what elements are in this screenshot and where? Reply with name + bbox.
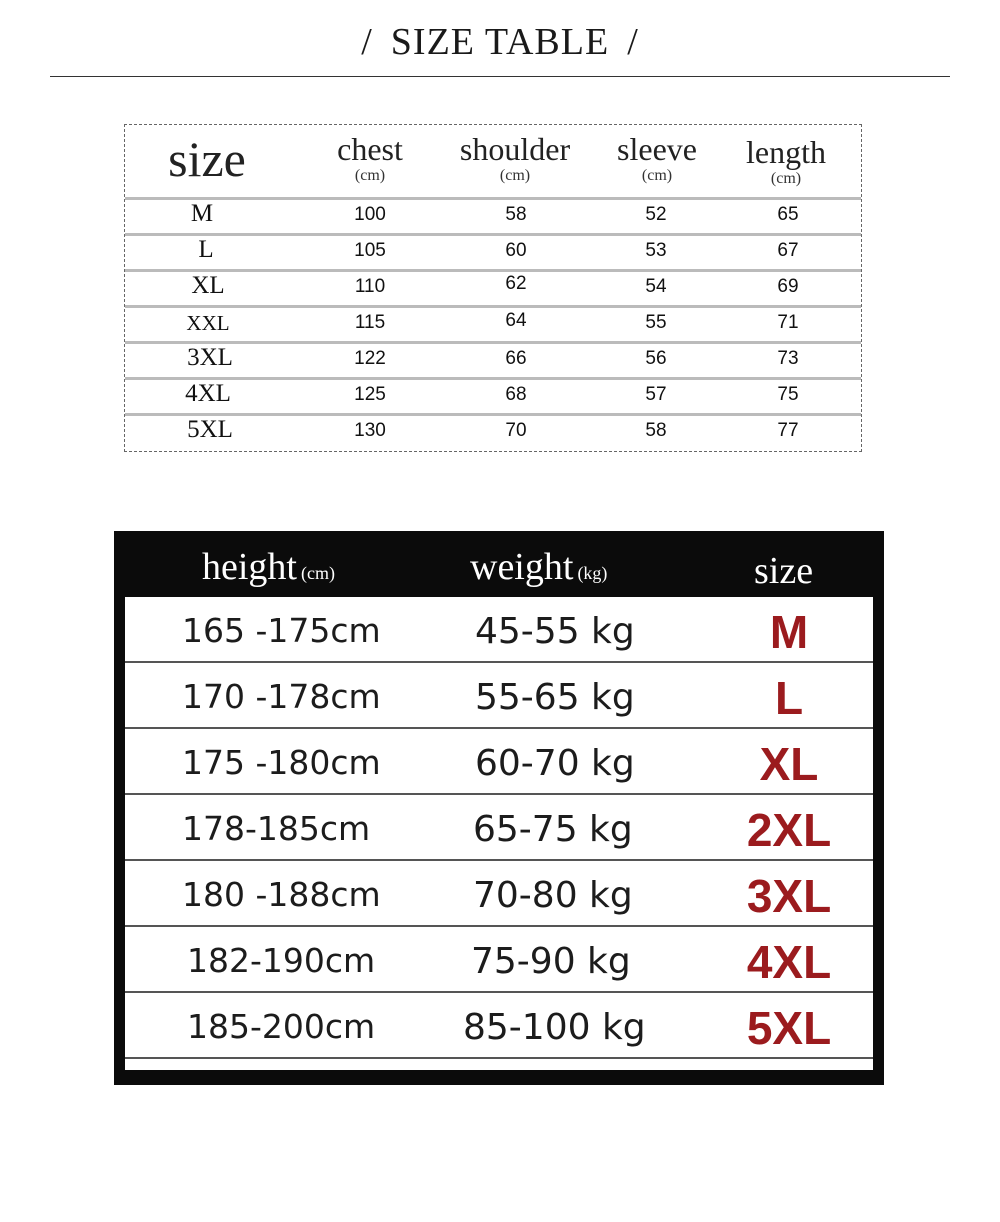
weight-cell: 75-90 kg [471,941,631,982]
shoulder-cell: 70 [505,420,527,441]
size-cell: 5XL [746,1002,832,1054]
size-row [125,197,861,233]
weight-cell: 60-70 kg [475,743,635,784]
header-shoulder-label: shoulder [459,131,571,167]
sleeve-cell: 52 [645,204,667,225]
header-shoulder-unit: (cm) [499,167,531,184]
length-cell: 77 [777,420,799,441]
height-cell: 170 -178cm [182,677,381,716]
size-cell: XL [191,272,225,299]
header-length-unit: (cm) [770,170,802,187]
height-cell: 178-185cm [182,809,371,848]
shoulder-cell: 64 [505,310,527,331]
size-table [124,124,862,452]
sleeve-cell: 55 [645,312,667,333]
size-row [125,377,861,413]
hw-table-header [114,531,884,597]
weight-cell: 65-75 kg [473,809,633,850]
weight-cell: 45-55 kg [475,611,635,652]
shoulder-cell: 62 [505,273,527,294]
size-row [125,413,861,451]
chest-cell: 105 [354,240,386,261]
header-height [202,545,335,589]
header-height-label: height [202,546,297,588]
header-size-label: size [754,550,814,592]
size-table-header [125,125,861,197]
page-title [0,20,1000,64]
size-cell: 4XL [185,380,231,407]
chest-cell: 130 [354,420,386,441]
size-cell: 4XL [746,936,832,988]
size-cell: XL [759,738,819,790]
shoulder-cell: 58 [505,204,527,225]
title-text: SIZE TABLE [390,21,610,63]
height-cell: 165 -175cm [182,611,381,650]
hw-row [125,861,873,927]
chest-cell: 122 [354,348,386,369]
header-size [754,549,813,593]
sleeve-cell: 54 [645,276,667,297]
sleeve-cell: 56 [645,348,667,369]
header-length-label: length [746,134,826,170]
sleeve-cell: 58 [645,420,667,441]
size-cell: M [190,200,214,227]
size-row [125,269,861,305]
hw-table-body [125,597,873,1070]
length-cell: 71 [777,312,799,333]
size-cell: 5XL [187,416,233,443]
chest-cell: 125 [354,384,386,405]
size-cell: M [769,606,809,658]
length-cell: 69 [777,276,799,297]
header-chest-unit: (cm) [354,167,386,184]
size-row [125,341,861,377]
chest-cell: 110 [354,276,386,297]
header-length [731,125,841,188]
header-weight [470,545,607,589]
height-cell: 180 -188cm [182,875,381,914]
weight-cell: 85-100 kg [463,1007,646,1048]
length-cell: 73 [777,348,799,369]
shoulder-cell: 66 [505,348,527,369]
length-cell: 75 [777,384,799,405]
height-weight-table [114,531,884,1085]
sleeve-cell: 57 [645,384,667,405]
size-cell: 3XL [187,344,233,371]
height-cell: 175 -180cm [182,743,381,782]
header-size [145,125,269,187]
hw-row [125,795,873,861]
sleeve-cell: 53 [645,240,667,261]
header-sleeve-unit: (cm) [641,167,673,184]
hw-row [125,597,873,663]
header-size-label: size [168,131,246,187]
size-cell: L [198,236,214,263]
header-weight-label: weight [470,546,574,588]
hw-row [125,927,873,993]
shoulder-cell: 60 [505,240,527,261]
header-weight-unit: (kg) [577,563,608,583]
size-cell: L [774,672,804,724]
chest-cell: 115 [354,312,386,333]
hw-row [125,993,873,1059]
length-cell: 67 [777,240,799,261]
header-chest-label: chest [337,131,403,167]
size-cell: XXL [186,311,230,335]
size-row [125,305,861,341]
shoulder-cell: 68 [505,384,527,405]
weight-cell: 55-65 kg [475,677,635,718]
height-cell: 185-200cm [187,1007,376,1046]
header-sleeve [603,125,711,185]
chest-cell: 100 [354,204,386,225]
header-height-unit: (cm) [300,563,335,583]
header-shoulder [445,125,585,185]
length-cell: 65 [777,204,799,225]
title-slash-left: / [361,21,373,63]
weight-cell: 70-80 kg [473,875,633,916]
hw-row [125,729,873,795]
title-divider [50,76,950,77]
height-cell: 182-190cm [187,941,376,980]
size-cell: 2XL [746,804,832,856]
header-chest [315,125,425,185]
size-row [125,233,861,269]
header-sleeve-label: sleeve [617,131,697,167]
size-cell: 3XL [746,870,832,922]
title-slash-right: / [627,21,639,63]
hw-row [125,663,873,729]
